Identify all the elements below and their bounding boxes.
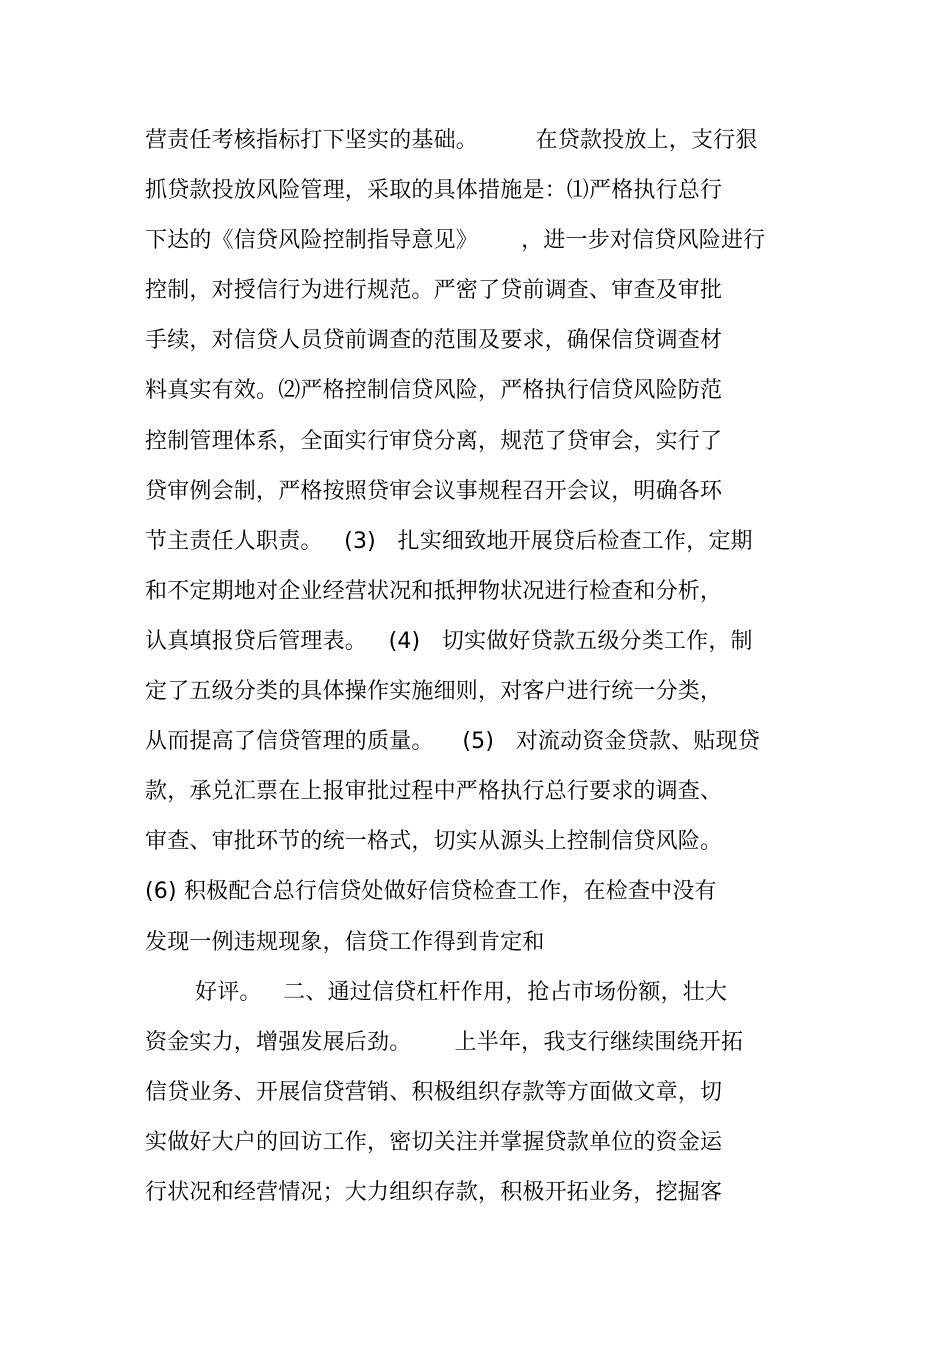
text-line-8: 贷审例会制，严格按照贷审会议事规程召开会议，明确各环 <box>145 478 723 504</box>
text-line-17: 发现一例违规现象，信贷工作得到肯定和 <box>145 929 545 955</box>
text-line-3: 下达的《信贷风险控制指导意见》 ，进一步对信贷风险进行 <box>145 228 766 254</box>
text-line-2: 抓贷款投放风险管理，采取的具体措施是：⑴严格执行总行 <box>145 178 723 204</box>
text-line-1: 营责任考核指标打下坚实的基础。 在贷款投放上，支行狠 <box>145 128 758 153</box>
text-line-12: 定了五级分类的具体操作实施细则，对客户进行统一分类， <box>145 679 723 705</box>
text-line-9: 节主责任人职责。 (3) 扎实细致地开展贷后检查工作，定期 <box>145 528 753 554</box>
text-line-22: 行状况和经营情况；大力组织存款，积极开拓业务，挖掘客 <box>145 1179 723 1205</box>
text-line-11: 认真填报贷后管理表。 (4) 切实做好贷款五级分类工作，制 <box>145 628 753 654</box>
text-line-14: 款，承兑汇票在上报审批过程中严格执行总行要求的调查、 <box>145 779 723 805</box>
text-line-6: 料真实有效。⑵严格控制信贷风险，严格执行信贷风险防范 <box>145 378 723 404</box>
text-line-7: 控制管理体系，全面实行审贷分离，规范了贷审会，实行了 <box>145 428 723 454</box>
text-line-10: 和不定期地对企业经营状况和抵押物状况进行检查和分析， <box>145 578 723 604</box>
text-line-19: 资金实力，增强发展后劲。 上半年，我支行继续围绕开拓 <box>145 1029 744 1055</box>
text-line-13: 从而提高了信贷管理的质量。 (5) 对流动资金贷款、贴现贷 <box>145 729 760 755</box>
text-line-5: 手续，对信贷人员贷前调查的范围及要求，确保信贷调查材 <box>145 328 723 354</box>
text-line-4: 控制，对授信行为进行规范。严密了贷前调查、审查及审批 <box>145 278 723 304</box>
body-text <box>145 116 805 1218</box>
text-line-20: 信贷业务、开展信贷营销、积极组织存款等方面做文章，切 <box>145 1079 723 1105</box>
text-line-21: 实做好大户的回访工作，密切关注并掌握贷款单位的资金运 <box>145 1129 723 1155</box>
text-line-15: 审查、审批环节的统一格式，切实从源头上控制信贷风险。 <box>145 829 723 855</box>
text-line-18: 好评。 二、通过信贷杠杆作用，抢占市场份额，壮大 <box>195 979 728 1005</box>
text-line-16: (6) 积极配合总行信贷处做好信贷检查工作，在检查中没有 <box>145 879 717 905</box>
